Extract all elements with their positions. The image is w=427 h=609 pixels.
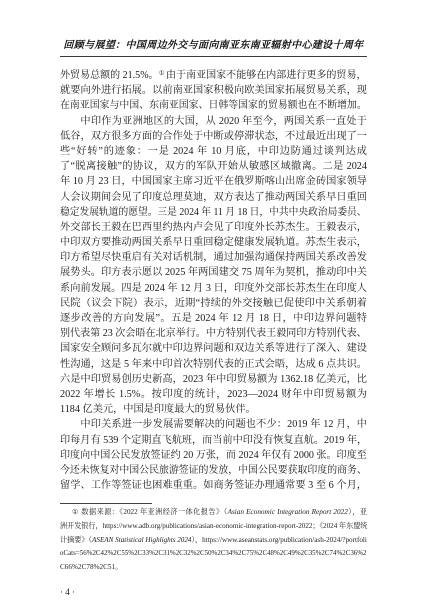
paragraph [60, 417, 367, 493]
text-line: 低谷，双方很多方面的合作处于中断或停滞状态，不过最近出现了一 [60, 130, 367, 142]
text-line: 2022 年增长 1.5%。按印度的统计，2023—2024 财年中印贸易额为 [60, 388, 367, 400]
text-line: 留学、工作等签证也困难重重。如商务签证办理通常要 3 至 6 个月， [60, 480, 367, 492]
text-line: 些“好转”的迹象：一是 2024 年 10 月底，中印边防通过谈判达成 [60, 145, 367, 157]
text-line: 外交部长王毅在巴西里约热内卢会见了印度外长苏杰生。王毅表示， [60, 221, 367, 233]
footnote [60, 506, 367, 575]
text-line: 1184 亿美元，中国是印度最大的贸易伙伴。 [60, 404, 256, 416]
text-line: 中印关系进一步发展需要解决的问题也不少：2019 年 12 月，中 [80, 419, 367, 431]
text-segment: 计摘要》（ [60, 535, 93, 544]
text-line: 民院（议会下院）表示，近期“持续的外交接触已促使印中关系朝着 [60, 297, 367, 309]
footnote-line [60, 506, 367, 520]
text-line: 了“脱离接触”的协议，双方的军队开始从敏感区域撤离。二是 2024 [60, 161, 367, 173]
text-line: 印每月有 539 个定期直飞航班，而当前中印没有恢复直航。2019 年， [60, 434, 368, 446]
text-line: 中印双方要推动两国关系早日重回稳定健康发展轨道。苏杰生表示， [60, 237, 367, 249]
footnote-line: 洲开发银行，https://www.adb.org/publications/asian-economic-integration-report-2022；《2024 年东盟统 [60, 521, 368, 530]
footnote-line [60, 534, 367, 548]
text-line: 年 10 月 23 日，中国国家主席习近平在俄罗斯喀山出席金砖国家领导 [60, 176, 367, 188]
footnote-marker: ① [72, 508, 79, 516]
text-line: 展势头。印方表示愿以 2025 年两国建交 75 周年为契机，推动印中关 [60, 267, 367, 279]
body-text [60, 68, 367, 493]
text-line [60, 68, 367, 83]
footnote-line: oCats=56%2C42%2C55%2C33%2C31%2C32%2C50%2C34%2C75%2C48%2C49%2C35%2C74%2C36%2 [60, 549, 367, 558]
text-line: 国家安全顾问多瓦尔就中印边界问题和双边关系等进行了深入、建设 [60, 343, 367, 355]
footnote-line: C66%2C78%2C51。 [60, 563, 123, 571]
text-line: 印方希望尽快重启有关对话机制，通过加强沟通保持两国关系改善发 [60, 252, 367, 264]
text-segment: ），https://www.aseanstats.org/publication/ash-2024/?portfoli [191, 535, 367, 544]
running-title: 回顾与展望：中国周边外交与面向南亚东南亚辐射中心建设十周年 [63, 40, 364, 51]
text-segment: 由于南亚国家不能够在内部进行更多的贸易， [166, 70, 367, 81]
text-line: 就要向外进行拓展。以前南亚国家积极向欧美国家拓展贸易关系，现 [60, 85, 367, 97]
header-rule [60, 56, 367, 57]
italic-title: ASEAN Statistical Highlights 2024 [92, 535, 192, 544]
text-line: 印度向中国公民发放签证约 20 万张，而 2024 年仅有 2000 张。印度至 [60, 449, 367, 461]
text-line: 逐步改善的方向发展”。五是 2024 年 12 月 18 日，中印边界问题特 [60, 313, 367, 324]
text-line: 在南亚国家与中国、东南亚国家、日韩等国家的贸易额也在不断增加。 [60, 100, 367, 112]
text-line: 中印作为亚洲地区的大国，从 2020 年至今，两国关系一直处于 [80, 115, 367, 127]
text-line: 人会议期间会见了印度总理莫迪，双方表达了推动两国关系早日重回 [60, 191, 367, 203]
text-line: 性沟通，这是 5 年来中印首次特别代表的正式会晤，达成 6 点共识。 [60, 358, 367, 370]
paragraph [60, 114, 367, 418]
footnote-reference: ① [158, 70, 165, 78]
text-segment: 外贸易总额的 21.5%。 [60, 70, 159, 81]
text-line: 别代表第 23 次会晤在北京举行。中方特别代表王毅同印方特别代表、 [60, 328, 367, 340]
text-segment: ），亚 [347, 508, 367, 516]
italic-title: Asian Economic Integration Report 2022 [227, 508, 348, 516]
text-line: 今还未恢复对中国公民旅游签证的发放，中国公民要获取印度的商务、 [60, 464, 367, 476]
text-line: 六是中印贸易创历史新高，2023 年中印贸易额为 1362.18 亿美元，比 [60, 373, 367, 385]
page-number: · 4 · [60, 587, 75, 597]
paragraph [60, 68, 367, 114]
footnote-rule [60, 503, 152, 504]
text-segment: 数据来源：《2022 年亚洲经济一体化报告》（ [81, 508, 228, 516]
text-line: 稳定发展轨道的愿望。三是 2024 年 11 月 18 日，中共中央政治局委员、 [60, 206, 367, 218]
text-line: 系向前发展。四是 2024 年 12 月 3 日，印度外交部长苏杰生在印度人 [60, 282, 367, 294]
